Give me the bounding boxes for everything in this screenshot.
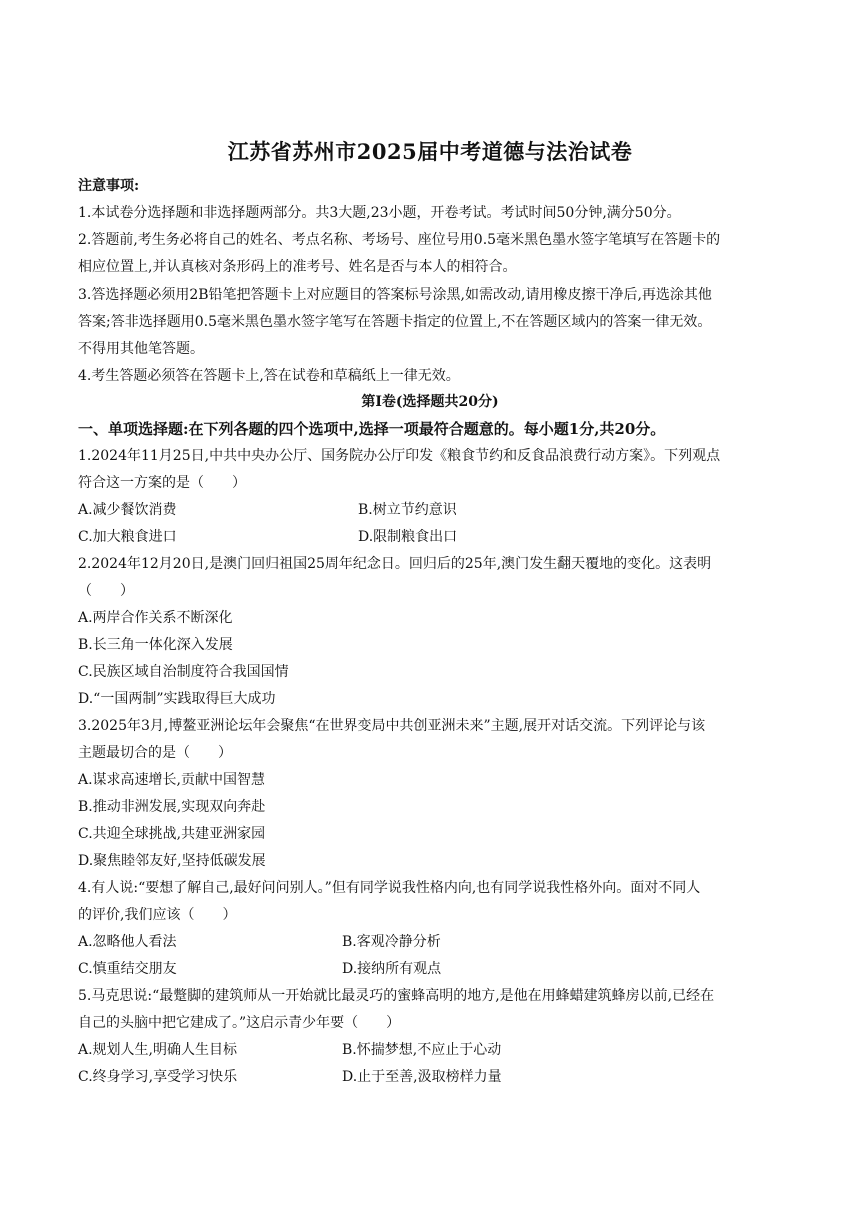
option-d: D.聚焦睦邻友好,坚持低碳发展 [78,853,266,869]
question-option-row [78,1067,788,1087]
option-a: A.规划人生,明确人生目标 [78,1042,238,1058]
option-c: C.慎重结交朋友 [78,961,177,977]
option-b: B.长三角一体化深入发展 [78,637,233,653]
question-option-row [78,932,788,952]
question-option-row [78,1040,788,1060]
notice-line: 1.本试卷分选择题和非选择题两部分。共3大题,23小题，开卷考试。考试时间50分钟,满分50分。 [78,205,681,221]
question-stem: 5.马克思说:“最蹩脚的建筑师从一开始就比最灵巧的蜜蜂高明的地方,是他在用蜂蜡建筑蜂房以前,已经在 [78,988,715,1004]
option-d: D.止于至善,汲取榜样力量 [342,1069,502,1085]
question-stem: 的评价,我们应该（ ） [78,907,237,923]
option-a: A.谋求高速增长,贡献中国智慧 [78,772,266,788]
option-c: C.共迎全球挑战,共建亚洲家园 [78,826,266,842]
option-b: B.树立节约意识 [358,502,457,518]
notice-line: 答案;答非选择题用0.5毫米黑色墨水签字笔写在答题卡指定的位置上,不在答题区域内的答案一律无效。 [78,314,712,330]
option-d: D.接纳所有观点 [342,961,442,977]
section-title: 第Ⅰ卷(选择题共20分) [361,394,499,410]
question-stem: 自己的头脑中把它建成了。”这启示青少年要（ ） [78,1015,401,1031]
option-a: A.忽略他人看法 [78,934,177,950]
option-c: C.加大粮食进口 [78,529,177,545]
option-d: D.“一国两制”实践取得巨大成功 [78,691,276,707]
question-stem: 4.有人说:“要想了解自己,最好问问别人。”但有同学说我性格内向,也有同学说我性格外向。面对不同人 [78,880,701,896]
notice-line: 2.答题前,考生务必将自己的姓名、考点名称、考场号、座位号用0.5毫米黑色墨水签字笔填写在答题卡的 [78,232,721,248]
question-option-row [78,500,788,520]
notice-heading: 注意事项: [78,178,140,194]
part-heading: 一、单项选择题:在下列各题的四个选项中,选择一项最符合题意的。每小题1分,共20分。 [78,420,666,438]
question-stem: 2.2024年12月20日,是澳门回归祖国25周年纪念日。回归后的25年,澳门发生翻天覆地的变化。这表明 [78,556,712,572]
notice-line: 3.答选择题必须用2B铅笔把答题卡上对应题目的答案标号涂黑,如需改动,请用橡皮擦干净后,再选涂其他 [78,287,712,303]
notice-line: 相应位置上,并认真核对条形码上的准考号、姓名是否与本人的相符合。 [78,259,517,275]
question-stem: 3.2025年3月,博鳌亚洲论坛年会聚焦“在世界变局中共创亚洲未来”主题,展开对话交流。下列评论与该 [78,718,706,734]
exam-title: 江苏省苏州市2025届中考道德与法治试卷 [227,139,633,164]
question-stem: 符合这一方案的是（ ） [78,475,246,491]
question-stem: 1.2024年11月25日,中共中央办公厅、国务院办公厅印发《粮食节约和反食品浪费行动方案》。下列观点 [78,448,721,464]
question-stem: （ ） [78,583,134,599]
option-d: D.限制粮食出口 [358,529,458,545]
notice-line: 不得用其他笔答题。 [78,341,204,357]
option-c: C.终身学习,享受学习快乐 [78,1069,238,1085]
option-a: A.减少餐饮消费 [78,502,177,518]
question-stem: 主题最切合的是（ ） [78,745,232,761]
option-a: A.两岸合作关系不断深化 [78,610,233,626]
notice-line: 4.考生答题必须答在答题卡上,答在试卷和草稿纸上一律无效。 [78,368,460,384]
option-b: B.怀揣梦想,不应止于心动 [342,1042,502,1058]
question-option-row [78,959,788,979]
option-b: B.推动非洲发展,实现双向奔赴 [78,799,266,815]
option-c: C.民族区域自治制度符合我国国情 [78,664,289,680]
option-b: B.客观冷静分析 [342,934,441,950]
question-option-row [78,527,788,547]
